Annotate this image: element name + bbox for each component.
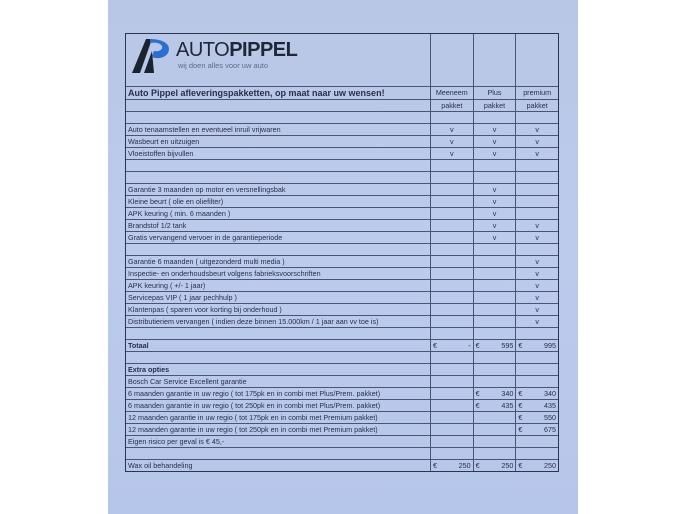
- table-row: [126, 399, 558, 411]
- currency-symbol: €: [518, 401, 523, 410]
- price-value: 250: [458, 461, 471, 470]
- row-label: [126, 160, 430, 171]
- price-cell: [430, 460, 473, 471]
- check-mark: v: [515, 232, 558, 243]
- column-header: premium: [515, 87, 558, 99]
- price-table: [125, 33, 559, 472]
- empty-cell: [515, 208, 558, 219]
- empty-cell: [430, 184, 473, 195]
- column-header: Plus: [473, 87, 516, 99]
- row-label: Wax oil behandeling: [128, 461, 193, 470]
- row-label: Garantie 3 maanden op motor en versnellingsbak: [128, 185, 286, 194]
- check-mark: v: [473, 232, 516, 243]
- currency-symbol: €: [518, 341, 523, 350]
- price-cell: [515, 424, 558, 435]
- row-label: 6 maanden garantie in uw regio ( tot 175pk en in combi met Plus/Prem. pakket): [128, 389, 381, 398]
- currency-symbol: €: [475, 341, 480, 350]
- price-cell: [473, 340, 516, 351]
- empty-cell: [473, 112, 516, 123]
- empty-cell: [430, 304, 473, 315]
- title-row: [126, 86, 558, 99]
- empty-cell: [473, 256, 516, 267]
- row-label: Distributieriem vervangen ( indien deze binnen 15.000km / 1 jaar aan vv toe is): [128, 317, 379, 326]
- row-label: [126, 352, 430, 363]
- currency-symbol: €: [475, 389, 480, 398]
- check-mark: v: [515, 148, 558, 159]
- empty-cell: [515, 364, 558, 375]
- currency-symbol: €: [475, 461, 480, 470]
- empty-cell: [430, 352, 473, 363]
- row-label: Gratis vervangend vervoer in de garantieperiode: [128, 233, 283, 242]
- empty-cell: [430, 244, 473, 255]
- empty-cell: [430, 316, 473, 327]
- check-mark: v: [515, 316, 558, 327]
- table-row: [126, 111, 558, 123]
- empty-cell: [430, 424, 473, 435]
- row-label: 12 maanden garantie in uw regio ( tot 175pk en in combi met Premium pakket): [128, 413, 378, 422]
- row-label: Bosch Car Service Excellent garantie: [128, 377, 247, 386]
- empty-cell: [515, 352, 558, 363]
- row-label: [126, 448, 430, 459]
- empty-cell: [430, 172, 473, 183]
- brand-logo: [126, 34, 430, 86]
- empty-cell: [430, 112, 473, 123]
- price-cell: [473, 400, 516, 411]
- empty-cell: [515, 196, 558, 207]
- empty-cell: [473, 436, 516, 447]
- empty-cell: [430, 256, 473, 267]
- table-row: [126, 183, 558, 195]
- empty-cell: [430, 280, 473, 291]
- empty-cell: [430, 364, 473, 375]
- table-row: [126, 255, 558, 267]
- empty-cell: [515, 112, 558, 123]
- row-label: Brandstof 1/2 tank: [128, 221, 187, 230]
- price-value: 595: [501, 341, 514, 350]
- check-mark: v: [473, 136, 516, 147]
- table-row: [126, 447, 558, 459]
- brand-tagline: wij doen alles voor uw auto: [178, 61, 269, 70]
- subheader-row: [126, 99, 558, 111]
- price-cell: [515, 400, 558, 411]
- empty-cell: [473, 448, 516, 459]
- brand-name-light: AUTO: [176, 39, 230, 61]
- blank-cell: [126, 100, 430, 111]
- empty-cell: [515, 328, 558, 339]
- price-cell: [515, 460, 558, 471]
- empty-cell: [473, 364, 516, 375]
- table-row: [126, 351, 558, 363]
- row-label: [126, 172, 430, 183]
- empty-cell: [430, 400, 473, 411]
- empty-cell: [473, 160, 516, 171]
- row-label: Eigen risico per geval is € 45,-: [128, 437, 225, 446]
- price-cell: [515, 412, 558, 423]
- empty-cell: [515, 184, 558, 195]
- empty-cell: [430, 160, 473, 171]
- empty-cell: [473, 316, 516, 327]
- table-row: [126, 411, 558, 423]
- check-mark: v: [473, 148, 516, 159]
- check-mark: v: [515, 220, 558, 231]
- brand-name: [176, 39, 297, 62]
- check-mark: v: [473, 184, 516, 195]
- empty-cell: [473, 280, 516, 291]
- currency-symbol: €: [518, 425, 523, 434]
- price-value: 435: [501, 401, 514, 410]
- row-label: APK keuring ( +/- 1 jaar): [128, 281, 206, 290]
- check-mark: v: [473, 196, 516, 207]
- table-row: [126, 195, 558, 207]
- column-header: Meeneem: [430, 87, 473, 99]
- empty-cell: [473, 292, 516, 303]
- empty-cell: [515, 160, 558, 171]
- check-mark: v: [473, 220, 516, 231]
- price-value: 250: [501, 461, 514, 470]
- empty-cell: [430, 328, 473, 339]
- logo-cell: [430, 34, 473, 86]
- empty-cell: [515, 244, 558, 255]
- table-row: [126, 267, 558, 279]
- row-label: [126, 112, 430, 123]
- table-row: [126, 135, 558, 147]
- empty-cell: [473, 244, 516, 255]
- row-label: [126, 244, 430, 255]
- empty-cell: [430, 388, 473, 399]
- autopippel-logo-icon: [130, 37, 174, 75]
- check-mark: v: [430, 136, 473, 147]
- empty-cell: [430, 376, 473, 387]
- empty-cell: [430, 436, 473, 447]
- table-row: [126, 303, 558, 315]
- row-label: Extra opties: [128, 365, 170, 374]
- currency-symbol: €: [518, 389, 523, 398]
- check-mark: v: [515, 256, 558, 267]
- row-label: Klantenpas ( sparen voor korting bij onderhoud ): [128, 305, 282, 314]
- price-cell: [473, 460, 516, 471]
- brand-name-bold: PIPPEL: [229, 39, 298, 61]
- table-row: [126, 147, 558, 159]
- table-row: [126, 243, 558, 255]
- column-subheader: pakket: [515, 100, 558, 111]
- empty-cell: [430, 292, 473, 303]
- currency-symbol: €: [432, 341, 437, 350]
- empty-cell: [473, 304, 516, 315]
- table-row: [126, 315, 558, 327]
- table-row: [126, 375, 558, 387]
- table-row: [126, 207, 558, 219]
- row-label: [126, 328, 430, 339]
- logo-cell: [515, 34, 558, 86]
- empty-cell: [430, 232, 473, 243]
- empty-cell: [473, 172, 516, 183]
- table-row: [126, 123, 558, 135]
- table-row: [126, 327, 558, 339]
- check-mark: v: [515, 124, 558, 135]
- row-label: 6 maanden garantie in uw regio ( tot 250pk en in combi met Plus/Prem. pakket): [128, 401, 381, 410]
- check-mark: v: [473, 208, 516, 219]
- empty-cell: [515, 448, 558, 459]
- empty-cell: [430, 208, 473, 219]
- logo-row: [126, 34, 558, 86]
- price-cell: [430, 340, 473, 351]
- check-mark: v: [515, 292, 558, 303]
- empty-cell: [430, 196, 473, 207]
- table-row: [126, 159, 558, 171]
- row-label: Garantie 6 maanden ( uitgezonderd multi media ): [128, 257, 285, 266]
- row-label: Servicepas VIP ( 1 jaar pechhulp ): [128, 293, 237, 302]
- empty-cell: [473, 352, 516, 363]
- price-value: 675: [544, 425, 557, 434]
- price-value: -: [468, 341, 471, 350]
- price-cell: [473, 388, 516, 399]
- table-row: [126, 387, 558, 399]
- column-subheader: pakket: [473, 100, 516, 111]
- price-cell: [515, 340, 558, 351]
- empty-cell: [473, 268, 516, 279]
- empty-cell: [430, 268, 473, 279]
- table-row: [126, 423, 558, 435]
- table-row: [126, 231, 558, 243]
- check-mark: v: [473, 124, 516, 135]
- empty-cell: [473, 376, 516, 387]
- table-row: [126, 171, 558, 183]
- table-row: [126, 435, 558, 447]
- row-label: Totaal: [128, 341, 149, 350]
- table-row: [126, 219, 558, 231]
- empty-cell: [430, 412, 473, 423]
- empty-cell: [473, 424, 516, 435]
- price-value: 995: [544, 341, 557, 350]
- empty-cell: [473, 412, 516, 423]
- row-label: Kleine beurt ( olie en oliefilter): [128, 197, 224, 206]
- table-row: [126, 459, 558, 471]
- row-label: Vloeistoffen bijvullen: [128, 149, 194, 158]
- currency-symbol: €: [518, 413, 523, 422]
- check-mark: v: [430, 124, 473, 135]
- table-row: [126, 339, 558, 351]
- table-row: [126, 279, 558, 291]
- table-row: [126, 363, 558, 375]
- price-value: 435: [544, 401, 557, 410]
- empty-cell: [430, 448, 473, 459]
- row-label: APK keuring ( min. 6 maanden ): [128, 209, 231, 218]
- empty-cell: [515, 376, 558, 387]
- price-value: 550: [544, 413, 557, 422]
- price-cell: [515, 388, 558, 399]
- column-subheader: pakket: [430, 100, 473, 111]
- row-label: 12 maanden garantie in uw regio ( tot 250pk en in combi met Premium pakket): [128, 425, 378, 434]
- empty-cell: [515, 436, 558, 447]
- check-mark: v: [515, 280, 558, 291]
- currency-symbol: €: [475, 401, 480, 410]
- currency-symbol: €: [518, 461, 523, 470]
- row-label: Inspectie- en onderhoudsbeurt volgens fabrieksvoorschriften: [128, 269, 321, 278]
- empty-cell: [430, 220, 473, 231]
- check-mark: v: [515, 304, 558, 315]
- price-value: 340: [501, 389, 514, 398]
- logo-cell: [473, 34, 516, 86]
- check-mark: v: [515, 136, 558, 147]
- check-mark: v: [430, 148, 473, 159]
- row-label: Auto tenaamstellen en eventueel inruil vrijwaren: [128, 125, 281, 134]
- empty-cell: [515, 172, 558, 183]
- price-value: 340: [544, 389, 557, 398]
- empty-cell: [473, 328, 516, 339]
- check-mark: v: [515, 268, 558, 279]
- page-title: Auto Pippel afleveringspakketten, op maat naar uw wensen!: [128, 88, 385, 98]
- table-row: [126, 291, 558, 303]
- currency-symbol: €: [432, 461, 437, 470]
- row-label: Wasbeurt en uitzuigen: [128, 137, 200, 146]
- price-value: 250: [544, 461, 557, 470]
